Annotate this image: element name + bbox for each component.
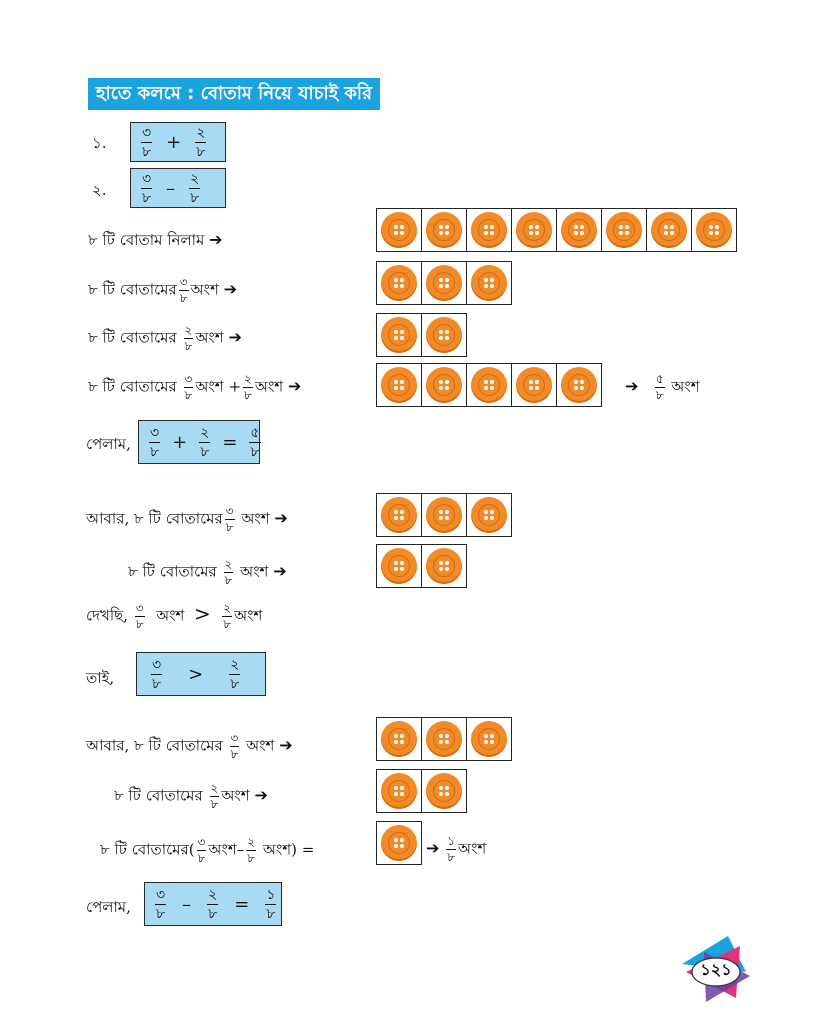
line-took-buttons: ৮ টি বোতাম নিলাম ➔ — [88, 230, 223, 249]
fraction: $\frac{২}{৮}$ — [200, 424, 210, 460]
orange-button-icon — [381, 497, 417, 533]
fraction: $\frac{৩}{৮}$ — [142, 124, 152, 160]
fraction: $\frac{১}{৮}$ — [447, 834, 455, 864]
button-cell — [466, 261, 512, 305]
got-label: পেলাম, — [86, 435, 131, 453]
button-row-3 — [376, 493, 512, 537]
arrow-icon: ➔ — [279, 735, 293, 755]
fraction: $\frac{২}{৮}$ — [247, 835, 256, 865]
arrow-icon: ➔ — [228, 327, 242, 347]
line-difference: ৮ টি বোতামের( $\frac{৩}{৮}$ অংশ– $\frac{২}{৮}$ অংশ) = — [100, 835, 315, 865]
orange-button-icon — [606, 212, 642, 248]
orange-button-icon — [381, 317, 417, 353]
orange-button-icon — [381, 773, 417, 809]
therefore-label: তাই, — [86, 669, 115, 687]
button-row-2 — [376, 769, 467, 813]
orange-button-icon — [471, 497, 507, 533]
button-row-8 — [376, 208, 737, 252]
fraction: $\frac{৩}{৮}$ — [230, 731, 239, 761]
orange-button-icon — [426, 212, 462, 248]
button-cell — [511, 208, 556, 252]
button-cell — [376, 208, 421, 252]
button-cell — [421, 363, 466, 407]
item-1-label: ১. — [92, 134, 107, 152]
arrow-icon: ➔ — [209, 230, 223, 249]
button-row-2 — [376, 313, 467, 357]
button-cell — [421, 769, 467, 813]
orange-button-icon — [696, 212, 732, 248]
fraction: $\frac{৩}{৮}$ — [135, 601, 144, 631]
orange-button-icon — [426, 265, 462, 301]
button-row-2 — [376, 544, 467, 588]
button-cell — [466, 493, 512, 537]
button-cell — [466, 363, 511, 407]
line-two-eighths: ৮ টি বোতামের $\frac{২}{৮}$ অংশ ➔ — [128, 557, 287, 587]
button-row-5 — [376, 363, 602, 407]
orange-button-icon — [516, 212, 552, 248]
button-cell — [556, 208, 601, 252]
fraction: $\frac{৩}{৮}$ — [156, 886, 166, 922]
item-1-expression — [130, 122, 226, 162]
fraction: $\frac{৩}{৮}$ — [197, 835, 206, 865]
button-cell — [421, 493, 466, 537]
line-three-eighths: ৮ টি বোতামের $\frac{৩}{৮}$ অংশ ➔ — [88, 275, 238, 305]
button-row-1 — [376, 821, 422, 865]
arrow-icon: ➔ — [274, 508, 288, 528]
sum-result-box: $\frac{৩}{৮}$ + $\frac{২}{৮}$ = $\frac{৫}{৮}$ — [138, 420, 260, 464]
fraction: $\frac{৩}{৮}$ — [150, 424, 160, 460]
fraction: $\frac{৩}{৮}$ — [152, 656, 162, 692]
line-sum: ৮ টি বোতামের $\frac{৩}{৮}$ অংশ + $\frac{২}{৮}$ অংশ ➔ — [88, 372, 302, 402]
orange-button-icon — [426, 721, 462, 757]
button-cell — [421, 261, 466, 305]
orange-button-icon — [471, 721, 507, 757]
fraction: $\frac{৩}{৮}$ — [225, 504, 234, 534]
fraction: $\frac{৩}{৮}$ — [184, 372, 193, 402]
button-cell — [511, 363, 556, 407]
fraction: $\frac{১}{৮}$ — [266, 886, 276, 922]
got-label-2: পেলাম, — [86, 898, 131, 916]
orange-button-icon — [426, 773, 462, 809]
button-cell — [466, 208, 511, 252]
button-row-3 — [376, 717, 512, 761]
result-five-eighths: ➔ $\frac{৫}{৮}$ অংশ — [625, 372, 700, 402]
line-two-eighths: ৮ টি বোতামের $\frac{২}{৮}$ অংশ ➔ — [88, 323, 242, 353]
fraction: $\frac{২}{৮}$ — [230, 656, 240, 692]
orange-button-icon — [381, 548, 417, 584]
section-title: হাতে কলমে : বোতাম নিয়ে যাচাই করি — [88, 78, 380, 110]
plus-sign: + — [166, 131, 182, 153]
orange-button-icon — [561, 212, 597, 248]
fraction: $\frac{২}{৮}$ — [184, 323, 193, 353]
fraction: $\frac{২}{৮}$ — [244, 372, 252, 402]
button-cell — [376, 769, 421, 813]
fraction: $\frac{২}{৮}$ — [224, 557, 233, 587]
fraction: $\frac{৩}{৮}$ — [179, 275, 188, 305]
orange-button-icon — [381, 825, 417, 861]
orange-button-icon — [471, 212, 507, 248]
button-cell — [421, 313, 467, 357]
fraction: $\frac{২}{৮}$ — [210, 781, 219, 811]
arrow-icon: ➔ — [287, 376, 302, 396]
line-we-see: দেখছি, $\frac{৩}{৮}$ অংশ > $\frac{২}{৮}$ অংশ — [86, 601, 263, 631]
orange-button-icon — [381, 265, 417, 301]
orange-button-icon — [381, 721, 417, 757]
fraction: $\frac{২}{৮}$ — [223, 601, 232, 631]
button-cell — [646, 208, 691, 252]
orange-button-icon — [426, 317, 462, 353]
button-cell — [601, 208, 646, 252]
arrow-icon: ➔ — [625, 376, 639, 396]
arrow-icon: ➔ — [273, 561, 287, 581]
fraction: $\frac{২}{৮}$ — [208, 886, 218, 922]
item-2-label: ২. — [92, 181, 107, 199]
button-cell — [376, 363, 421, 407]
orange-button-icon — [471, 367, 507, 403]
orange-button-icon — [471, 265, 507, 301]
fraction: $\frac{৫}{৮}$ — [655, 372, 664, 402]
button-cell — [376, 493, 421, 537]
page-number: ১২১ — [700, 960, 732, 979]
line-again-three-eighths: আবার, ৮ টি বোতামের $\frac{৩}{৮}$ অংশ ➔ — [86, 504, 288, 534]
orange-button-icon — [381, 367, 417, 403]
button-cell — [376, 261, 421, 305]
button-cell — [376, 821, 422, 865]
orange-button-icon — [426, 497, 462, 533]
line-again-three-eighths-2: আবার, ৮ টি বোতামের $\frac{৩}{৮}$ অংশ ➔ — [86, 731, 293, 761]
button-cell — [421, 208, 466, 252]
orange-button-icon — [651, 212, 687, 248]
difference-result-box: $\frac{৩}{৮}$ – $\frac{২}{৮}$ = $\frac{১}{৮}$ — [144, 882, 282, 926]
button-cell — [691, 208, 737, 252]
button-cell — [421, 717, 466, 761]
button-cell — [466, 717, 512, 761]
fraction: $\frac{৩}{৮}$ — [142, 170, 152, 206]
minus-sign: – — [166, 177, 176, 199]
button-cell — [376, 544, 421, 588]
arrow-icon: ➔ — [223, 279, 238, 299]
orange-button-icon — [426, 548, 462, 584]
fraction: $\frac{৫}{৮}$ — [250, 424, 260, 460]
button-cell — [556, 363, 602, 407]
button-cell — [421, 544, 467, 588]
compare-box: $\frac{৩}{৮}$ > $\frac{২}{৮}$ — [136, 652, 266, 696]
fraction: $\frac{২}{৮}$ — [190, 170, 200, 206]
orange-button-icon — [426, 367, 462, 403]
result-one-eighth: ➔ $\frac{১}{৮}$ অংশ — [426, 834, 487, 864]
arrow-icon: ➔ — [254, 785, 268, 805]
button-cell — [376, 313, 421, 357]
line-two-eighths-2: ৮ টি বোতামের $\frac{২}{৮}$ অংশ ➔ — [114, 781, 268, 811]
button-row-3 — [376, 261, 512, 305]
orange-button-icon — [516, 367, 552, 403]
item-2-expression — [130, 168, 226, 208]
orange-button-icon — [561, 367, 597, 403]
fraction: $\frac{২}{৮}$ — [196, 124, 206, 160]
orange-button-icon — [381, 212, 417, 248]
button-cell — [376, 717, 421, 761]
arrow-icon: ➔ — [426, 838, 440, 858]
